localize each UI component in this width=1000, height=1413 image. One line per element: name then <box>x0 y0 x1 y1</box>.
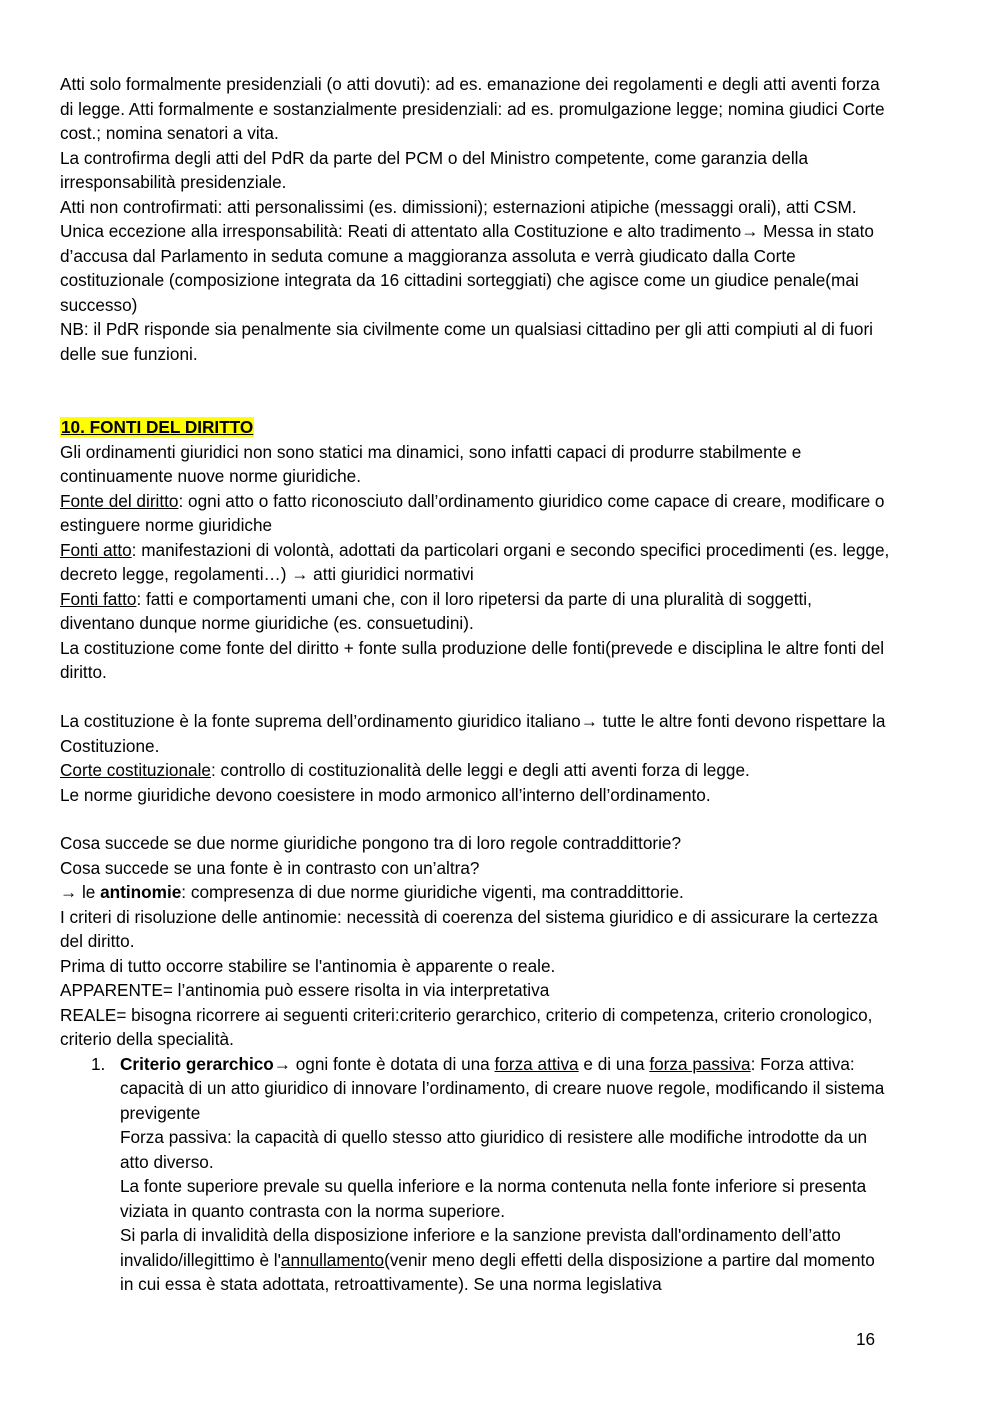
paragraph-forza-passiva: Forza passiva: la capacità di quello stesso atto giuridico di resistere alle modifiche introdotte da un atto diverso. <box>120 1127 868 1172</box>
paragraph-apparente-o-reale: Prima di tutto occorre stabilire se l'antinomia è apparente o reale. <box>60 955 556 976</box>
paragraph-atti-presidenziali: Atti solo formalmente presidenziali (o atti dovuti): ad es. emanazione dei regolamenti e degli atti aventi forza di legge. Atti formalmente e sostanzialmente presidenziali: ad es. promulgazione legge; nomina giudici Corte cost.; nomina senatori a vita. <box>60 74 885 143</box>
section-antinomie <box>60 831 890 1297</box>
paragraph-nb: NB: il PdR risponde sia penalmente sia civilmente come un qualsiasi cittadino per gli atti compiuti al di fuori delle sue funzioni. <box>60 319 873 364</box>
definition-fonte-del-diritto: : ogni atto o fatto riconosciuto dall’ordinamento giuridico come capace di creare, modificare o estinguere norme giuridiche <box>60 490 885 535</box>
paragraph-fonte-del-diritto <box>60 489 890 538</box>
question-norme-contraddittorie: Cosa succede se due norme giuridiche pongono tra di loro regole contraddittorie? <box>60 833 682 853</box>
definition-antinomie: : compresenza di due norme giuridiche vigenti, ma contraddittorie. <box>181 882 684 902</box>
section-costituzione <box>60 709 890 807</box>
term-annullamento: annullamento <box>280 1249 385 1270</box>
term-forza-attiva: forza attiva <box>494 1053 579 1074</box>
paragraph-apparente: APPARENTE= l’antinomia può essere risolta in via interpretativa <box>60 980 550 1000</box>
paragraph-fonte-superiore: La fonte superiore prevale su quella inferiore e la norma contenuta nella fonte inferiore si presenta viziata in quanto contrasta con la norma superiore. <box>120 1176 867 1221</box>
paragraph-ordinamenti: Gli ordinamenti giuridici non sono statici ma dinamici, sono infatti capaci di produrre stabilmente e continuamente nuove norme giuridiche. <box>60 441 802 486</box>
list-item-number: 1. <box>91 1053 106 1074</box>
section-fonti-del-diritto <box>60 415 890 685</box>
paragraph-fonti-fatto <box>60 587 890 636</box>
paragraph-criteri-risoluzione: I criteri di risoluzione delle antinomie: necessità di coerenza del sistema giuridico e di assicurare la certezza del diritto. <box>60 906 878 951</box>
paragraph-costituzione-fonte: La costituzione come fonte del diritto + fonte sulla produzione delle fonti(prevede e disciplina le altre fonti del diritto. <box>60 637 885 682</box>
term-fonte-del-diritto: Fonte del diritto <box>60 490 179 511</box>
text-fragment: → ogni fonte è dotata di una <box>273 1053 495 1074</box>
term-criterio-gerarchico: Criterio gerarchico <box>120 1053 274 1074</box>
paragraph-fonte-suprema: La costituzione è la fonte suprema dell’ordinamento giuridico italiano→ tutte le altre fonti devono rispettare la Costituzione. <box>60 711 886 756</box>
arrow-text: → le <box>60 882 101 902</box>
text-fragment: Si parla di invalidità della disposizione inferiore e la sanzione prevista dall'ordinamento dell’atto invalido/illegittimo è l' <box>120 1225 841 1270</box>
term-corte-costituzionale: Corte costituzionale <box>60 760 211 780</box>
section-heading-line <box>60 415 890 440</box>
definition-corte-costituzionale: : controllo di costituzionalità delle leggi e degli atti aventi forza di legge. <box>210 760 750 780</box>
criterio-gerarchico-intro <box>120 1052 890 1126</box>
paragraph-corte-costituzionale <box>60 758 890 783</box>
term-forza-passiva: forza passiva <box>649 1053 751 1074</box>
text-fragment: : Forza attiva: capacità di un atto giuridico di innovare l’ordinamento, di creare nuove regole, modificando il sistema previgente <box>120 1053 885 1123</box>
section-heading: 10. FONTI DEL DIRITTO <box>61 417 254 437</box>
term-antinomie: antinomie <box>100 882 182 902</box>
definition-fonti-fatto: : fatti e comportamenti umani che, con il loro ripetersi da parte di una pluralità di soggetti, diventano dunque norme giuridiche (es. consuetudini). <box>60 588 812 633</box>
criteria-list <box>60 1052 890 1297</box>
paragraph-eccezione-irresponsabilita: Unica eccezione alla irresponsabilità: Reati di attentato alla Costituzione e alto tradimento→ Messa in stato d’accusa dal Parlamento in seduta comune a maggioranza assoluta e verrà giudicato dalla Corte costituzionale (composizione integrata da 16 cittadini sorteggiati) che agisce come un giudice penale(mai successo) <box>60 221 874 315</box>
paragraph-fonti-atto <box>60 538 890 587</box>
term-fonti-atto: Fonti atto <box>60 539 132 560</box>
section-presidential-acts <box>60 72 890 366</box>
paragraph-controfirma: La controfirma degli atti del PdR da parte del PCM o del Ministro competente, come garanzia della irresponsabilità presidenziale. <box>60 147 809 192</box>
page-number: 16 <box>856 1329 876 1349</box>
term-fonti-fatto: Fonti fatto <box>60 588 137 609</box>
paragraph-antinomie <box>60 880 890 905</box>
question-fonte-in-contrasto: Cosa succede se una fonte è in contrasto con un’altra? <box>60 857 480 878</box>
text-fragment: (venir meno degli effetti della disposizione a partire dal momento in cui essa è stata adottata, retroattivamente). Se una norma legislativa <box>120 1249 875 1294</box>
text-fragment: e di una <box>578 1053 650 1074</box>
list-item-criterio-gerarchico <box>60 1052 890 1297</box>
paragraph-coesistenza: Le norme giuridiche devono coesistere in modo armonico all’interno dell’ordinamento. <box>60 784 711 805</box>
paragraph-invalidita <box>120 1223 890 1297</box>
definition-fonti-atto: : manifestazioni di volontà, adottati da particolari organi e secondo specifici procedimenti (es. legge, decreto legge, regolamenti…) → atti giuridici normativi <box>60 539 890 584</box>
paragraph-reale: REALE= bisogna ricorrere ai seguenti criteri:criterio gerarchico, criterio di competenza, criterio cronologico, criterio della specialità. <box>60 1004 873 1049</box>
paragraph-atti-non-controfirmati: Atti non controfirmati: atti personalissimi (es. dimissioni); esternazioni atipiche (messaggi orali), atti CSM. <box>60 196 857 217</box>
